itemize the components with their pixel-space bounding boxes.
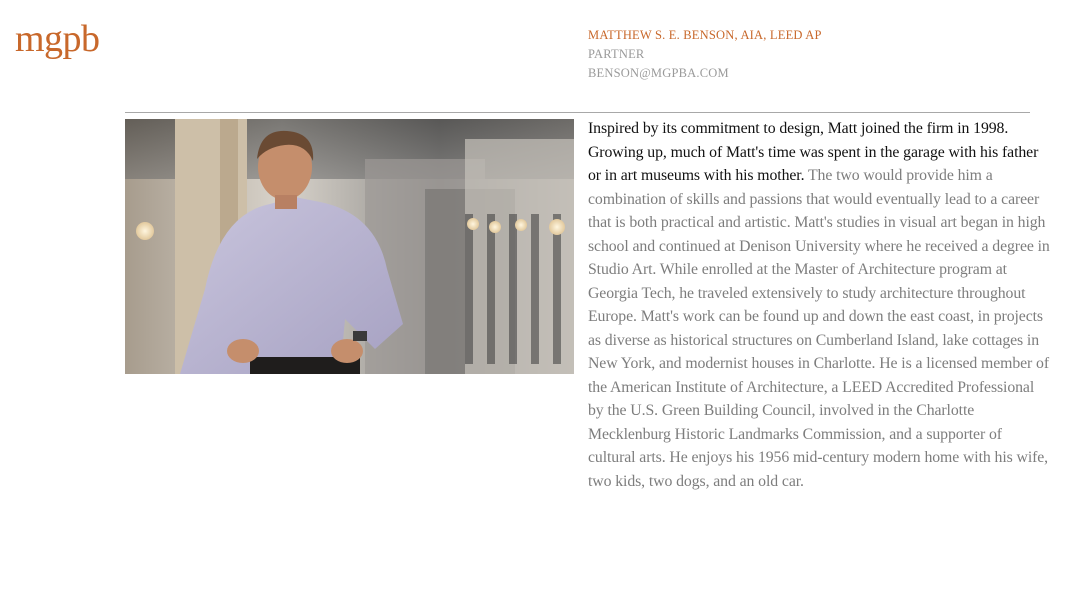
bio-text xyxy=(588,117,1050,493)
person-email-link[interactable]: BENSON@MGPBA.COM xyxy=(588,66,729,80)
portrait-photo xyxy=(125,119,574,374)
divider xyxy=(125,112,1030,113)
bio-body: The two would provide him a combination of skills and passions that would eventually lead to a career that is both practical and artistic. Matt's studies in visual art began in high school and continued at Denison University where he received a degree in Studio Art. While enrolled at the Master of Architecture program at Georgia Tech, he traveled extensively to study architecture throughout Europe. Matt's work can be found up and down the east coast, in projects as diverse as historical structures on Cumberland Island, lake cottages in New York, and modernist houses in Charlotte. He is a licensed member of the American Institute of Architecture, a LEED Accredited Professional by the U.S. Green Building Council, involved in the Charlotte Mecklenburg Historic Landmarks Commission, and a supporter of cultural arts. He enjoys his 1956 mid-century modern home with his wife, two kids, two dogs, and an old car. xyxy=(588,167,1050,490)
logo[interactable]: mgpb xyxy=(15,18,100,60)
contact-block xyxy=(588,26,822,83)
person-title: PARTNER xyxy=(588,47,645,61)
person-name: MATTHEW S. E. BENSON, AIA, LEED AP xyxy=(588,28,822,42)
bio-lead: Inspired by its commitment to design, Matt joined the firm in 1998. Growing up, much of Matt's time was spent in the garage with his father or in art museums with his mother. xyxy=(588,120,1039,184)
